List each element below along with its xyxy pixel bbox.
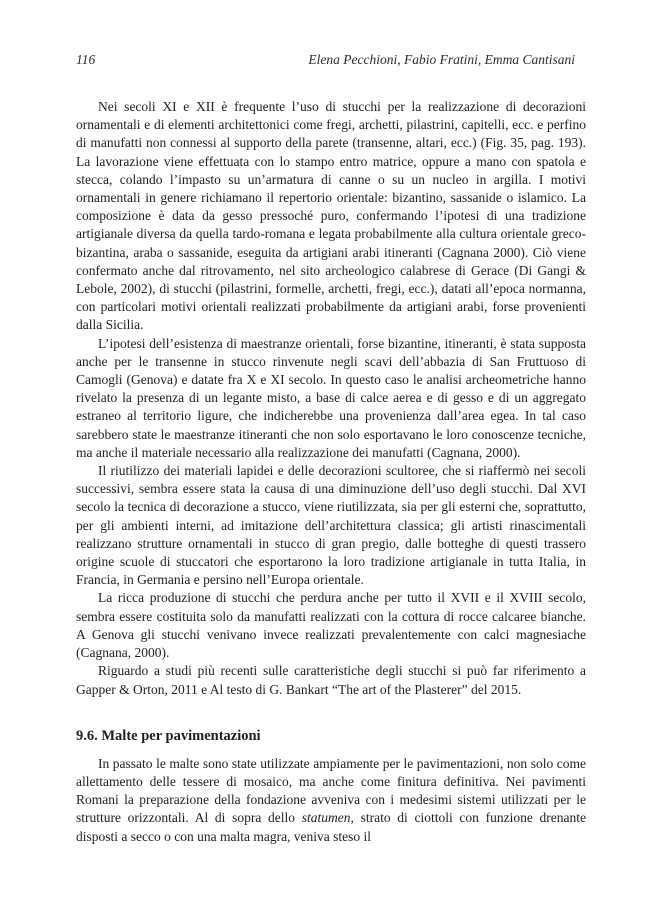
paragraph-malte-pavimentazioni <box>76 755 586 846</box>
page-number: 116 <box>76 52 96 67</box>
section-heading: 9.6. Malte per pavimentazioni <box>76 727 261 744</box>
paragraph-text-start: In passato le malte sono state utilizzate ampiamente per le pavimentazioni, non solo come allettamento delle tessere di mosaico, ma anche come finitura definitiva. Nei pavimenti Romani la preparazione della fondazione avveniva con i medesimi sistemi utilizzati per le strutture orizzontali. Al di sopra dello <box>76 755 586 826</box>
paragraph-riutilizzo-materiali: Il riutilizzo dei materiali lapidei e delle decorazioni scultoree, che si riaffermò nei secoli successivi, sembra essere stata la causa di una diminuzione dell’uso degli stucchi. Dal XVI secolo la tecnica di decorazione a stucco, viene riutilizzata, sia per gli esterni che, soprattutto, per gli ambienti interni, ad imitazione dell’architettura classica; gli artisti rinascimentali realizzano strutture ornamentali in stucco di gran pregio, dalle botteghe di questi trassero origine scuole di stuccatori che esportarono la loro tradizione artigianale in tutta Italia, in Francia, in Germania e persino nell’Europa orientale. <box>76 463 586 588</box>
body-text <box>76 98 586 846</box>
running-head-authors: Elena Pecchioni, Fabio Fratini, Emma Cantisani <box>308 52 575 67</box>
paragraph-maestranze-orientali: L’ipotesi dell’esistenza di maestranze orientali, forse bizantine, itineranti, è stata supposta anche per le transenne in stucco rinvenute negli scavi dell’abbazia di San Fruttuoso di Camogli (Genova) e datate fra X e XI secolo. In questo caso le analisi archeometriche hanno rivelato la presenza di un legante misto, a base di calce aerea e di gesso e di un aggregato estraneo al territorio ligure, che indicherebbe una provenienza dall’area egea. In tal caso sarebbero state le maestranze itineranti che non solo esportavano le loro conoscenze tecniche, ma anche il materiale necessario alla realizzazione dei manufatti (Cagnana, 2000). <box>76 335 586 460</box>
italic-term-statumen: statumen <box>301 810 351 826</box>
paragraph-produzione-stucchi: La ricca produzione di stucchi che perdura anche per tutto il XVII e il XVIII secolo, sembra essere costituita solo da manufatti realizzati con la cottura di rocce calcaree bianche. A Genova gli stucchi venivano invece realizzati prevalentemente con calci magnesiache (Cagnana, 2000). <box>76 590 586 661</box>
paragraph-studi-recenti: Riguardo a studi più recenti sulle caratteristiche degli stucchi si può far riferimento a Gapper & Orton, 2011 e Al testo di G. Bankart “The art of the Plasterer” del 2015. <box>76 663 586 697</box>
paragraph-stucchi-medievali: Nei secoli XI e XII è frequente l’uso di stucchi per la realizzazione di decorazioni ornamentali e di elementi architettonici come fregi, archetti, pilastrini, capitelli, ecc. e perfino di manufatti non connessi al supporto della parete (transenne, altari, ecc.) (Fig. 35, pag. 193). La lavorazione viene effettuata con lo stampo entro matrice, oppure a mano con spatola e stecca, colando l’impasto su un’armatura di canne o su un nucleo in argilla. I motivi ornamentali in genere richiamano il repertorio orientale: bizantino, sassanide o islamico. La composizione è data da gesso pressoché puro, confermando l’ipotesi di una tradizione artigianale diversa da quella tardo-romana e legata probabilmente alla cultura orientale greco-bizantina, araba o sassanide, eseguita da artigiani arabi itineranti (Cagnana 2000). Ciò viene confermato anche dal ritrovamento, nel sito archeologico calabrese di Gerace (Di Gangi & Lebole, 2002), di stucchi (pilastrini, formelle, archetti, fregi, ecc.), datati all’epoca normanna, con particolari motivi orientali realizzati probabilmente da artigiani arabi, forse provenienti dalla Sicilia. <box>76 99 586 333</box>
running-head <box>76 52 575 72</box>
paragraph-text-end: , strato di ciottoli con funzione drenante disposti a secco o con una malta magra, veniva steso il <box>76 810 586 844</box>
